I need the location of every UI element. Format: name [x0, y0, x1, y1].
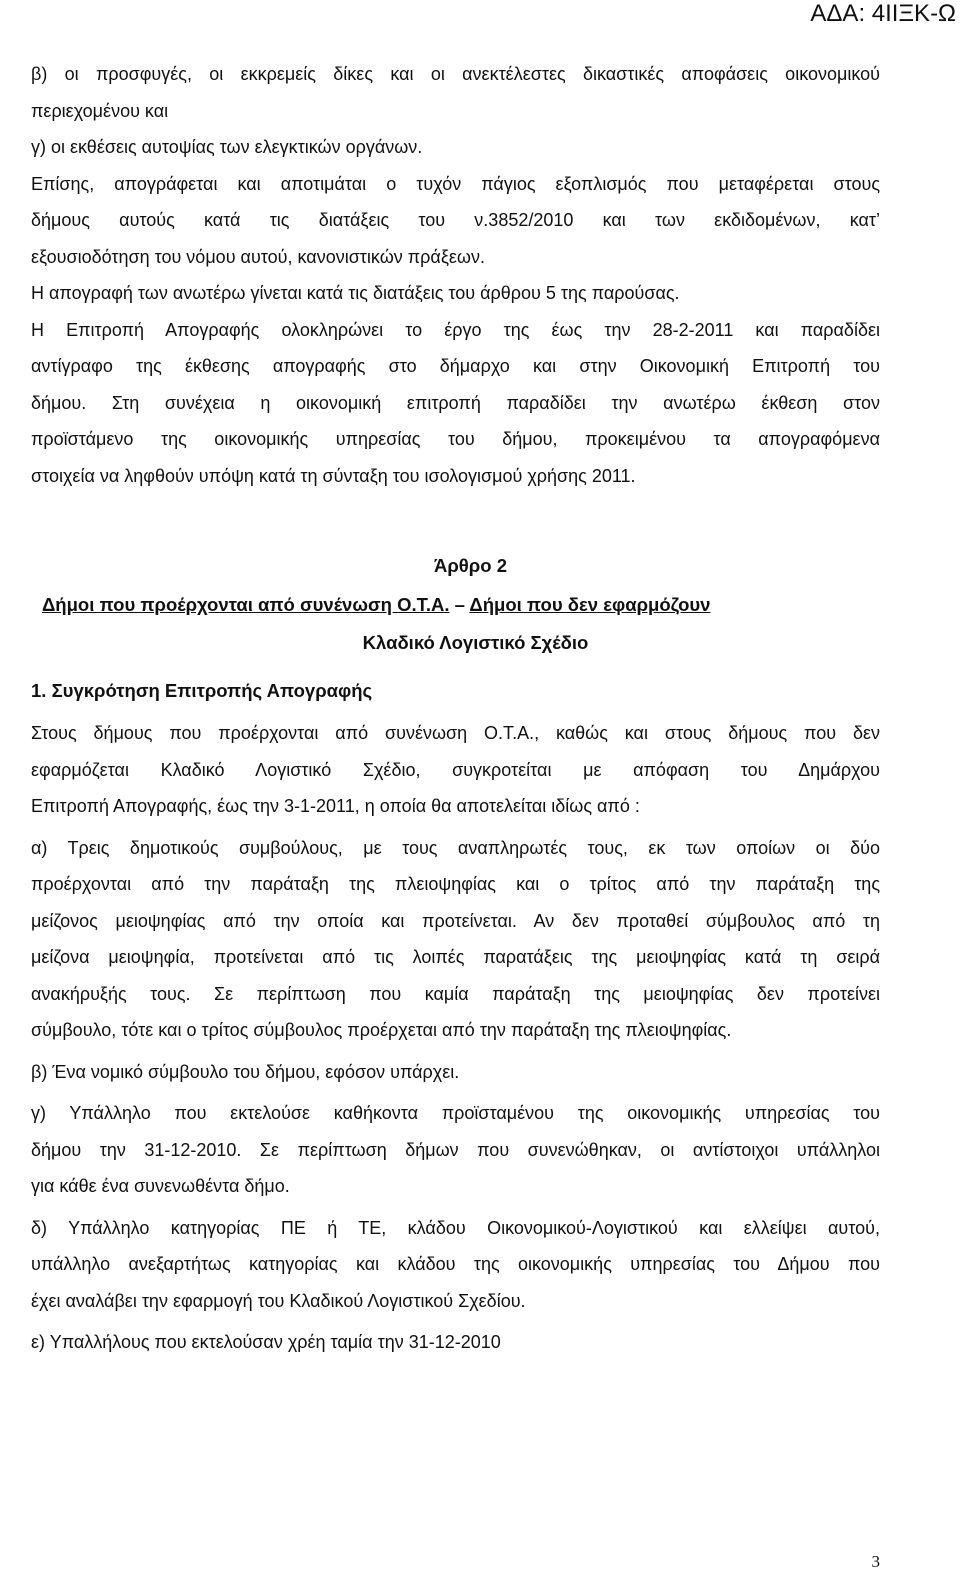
list-item-line: υπάλληλο ανεξαρτήτως κατηγορίας και κλάδου της οικονομικής υπηρεσίας του Δήμου που: [31, 1254, 880, 1274]
list-item-line: ανακήρυξής τους. Σε περίπτωση που καμία παράταξη της μειοψηφίας δεν προτείνει: [31, 983, 880, 1004]
list-item-line: ε) Υπαλλήλους που εκτελούσαν χρέη ταμία την 31-12-2010: [31, 1332, 501, 1352]
list-item-line: μείζονος μειοψηφίας από την οποία και προτείνεται. Αν δεν προταθεί σύμβουλος από τη: [31, 910, 880, 931]
article-title: Άρθρο 2: [434, 555, 507, 576]
list-item-line: για κάθε ένα συνενωθέντα δήμο.: [31, 1176, 290, 1196]
list-item-line: γ) Υπάλληλο που εκτελούσε καθήκοντα προϊσταμένου της οικονομικής υπηρεσίας του: [31, 1103, 880, 1123]
list-item-line: δ) Υπάλληλο κατηγορίας ΠΕ ή ΤΕ, κλάδου Οικονομικού-Λογιστικού και ελλείψει αυτού,: [31, 1217, 880, 1238]
paragraph-line: εφαρμόζεται Κλαδικό Λογιστικό Σχέδιο, συγκροτείται με απόφαση του Δημάρχου: [31, 759, 880, 780]
paragraph-line: εξουσιοδότηση του νόμου αυτού, κανονιστικών πράξεων.: [31, 246, 485, 267]
paragraph-line: περιεχομένου και: [31, 100, 169, 121]
list-item-line: έχει αναλάβει την εφαρμογή του Κλαδικού Λογιστικού Σχεδίου.: [31, 1290, 526, 1311]
paragraph-line: Η Επιτροπή Απογραφής ολοκληρώνει το έργο της έως την 28-2-2011 και παραδίδει: [31, 319, 880, 340]
list-item-line: σύμβουλο, τότε και ο τρίτος σύμβουλος προέρχεται από την παράταξη της πλειοψηφίας.: [31, 1020, 732, 1040]
article-subtitle-dash: –: [449, 594, 470, 615]
list-item-line: β) Ένα νομικό σύμβουλο του δήμου, εφόσον υπάρχει.: [31, 1061, 460, 1082]
paragraph-line: Στους δήμους που προέρχονται από συνένωση Ο.Τ.Α., καθώς και στους δήμους που δεν: [31, 723, 880, 743]
article-subtitle: [31, 586, 880, 624]
list-item-line: α) Τρεις δημοτικούς συμβούλους, με τους αναπληρωτές τους, εκ των οποίων οι δύο: [31, 837, 880, 858]
paragraph-line: στοιχεία να ληφθούν υπόψη κατά τη σύνταξη του ισολογισμού χρήσης 2011.: [31, 465, 636, 486]
article-subtitle-line2: Κλαδικό Λογιστικό Σχέδιο: [362, 632, 589, 653]
section-heading: 1. Συγκρότηση Επιτροπής Απογραφής: [31, 680, 373, 701]
list-item-line: δήμου την 31-12-2010. Σε περίπτωση δήμων που συνενώθηκαν, οι αντίστοιχοι υπάλληλοι: [31, 1139, 880, 1160]
paragraph-line: αντίγραφο της έκθεσης απογραφής στο δήμαρχο και στην Οικονομική Επιτροπή του: [31, 356, 880, 376]
ada-code: ΑΔΑ: 4ΙΙΞΚ-Ω: [810, 0, 956, 27]
document-page: [31, 56, 880, 1361]
article-subtitle-part1: Δήμοι που προέρχονται από συνένωση Ο.Τ.Α.: [42, 594, 450, 615]
paragraph-line: δήμου. Στη συνέχεια η οικονομική επιτροπή παραδίδει την ανωτέρω έκθεση στον: [31, 392, 880, 413]
paragraph-line: προϊστάμενο της οικονομικής υπηρεσίας του δήμου, προκειμένου τα απογραφόμενα: [31, 429, 880, 449]
page-number: 3: [871, 1552, 880, 1571]
list-item-line: μείζονα μειοψηφία, προτείνεται από τις λοιπές παρατάξεις της μειοψηφίας κατά τη σειρά: [31, 947, 880, 967]
paragraph-line: γ) οι εκθέσεις αυτοψίας των ελεγκτικών οργάνων.: [31, 137, 423, 157]
paragraph-line: Η απογραφή των ανωτέρω γίνεται κατά τις διατάξεις του άρθρου 5 της παρούσας.: [31, 283, 680, 303]
paragraph-line: β) οι προσφυγές, οι εκκρεμείς δίκες και οι ανεκτέλεστες δικαστικές αποφάσεις οικονομικού: [31, 64, 880, 84]
paragraph-line: Επιτροπή Απογραφής, έως την 3-1-2011, η οποία θα αποτελείται ιδίως από :: [31, 796, 640, 816]
list-item-line: προέρχονται από την παράταξη της πλειοψηφίας και ο τρίτος από την παράταξη της: [31, 874, 880, 894]
article-subtitle-part2: Δήμοι που δεν εφαρμόζουν: [469, 594, 711, 615]
paragraph-line: δήμους αυτούς κατά τις διατάξεις του ν.3852/2010 και των εκδιδομένων, κατ’: [31, 210, 880, 230]
paragraph-line: Επίσης, απογράφεται και αποτιμάται ο τυχόν πάγιος εξοπλισμός που μεταφέρεται στους: [31, 173, 880, 194]
